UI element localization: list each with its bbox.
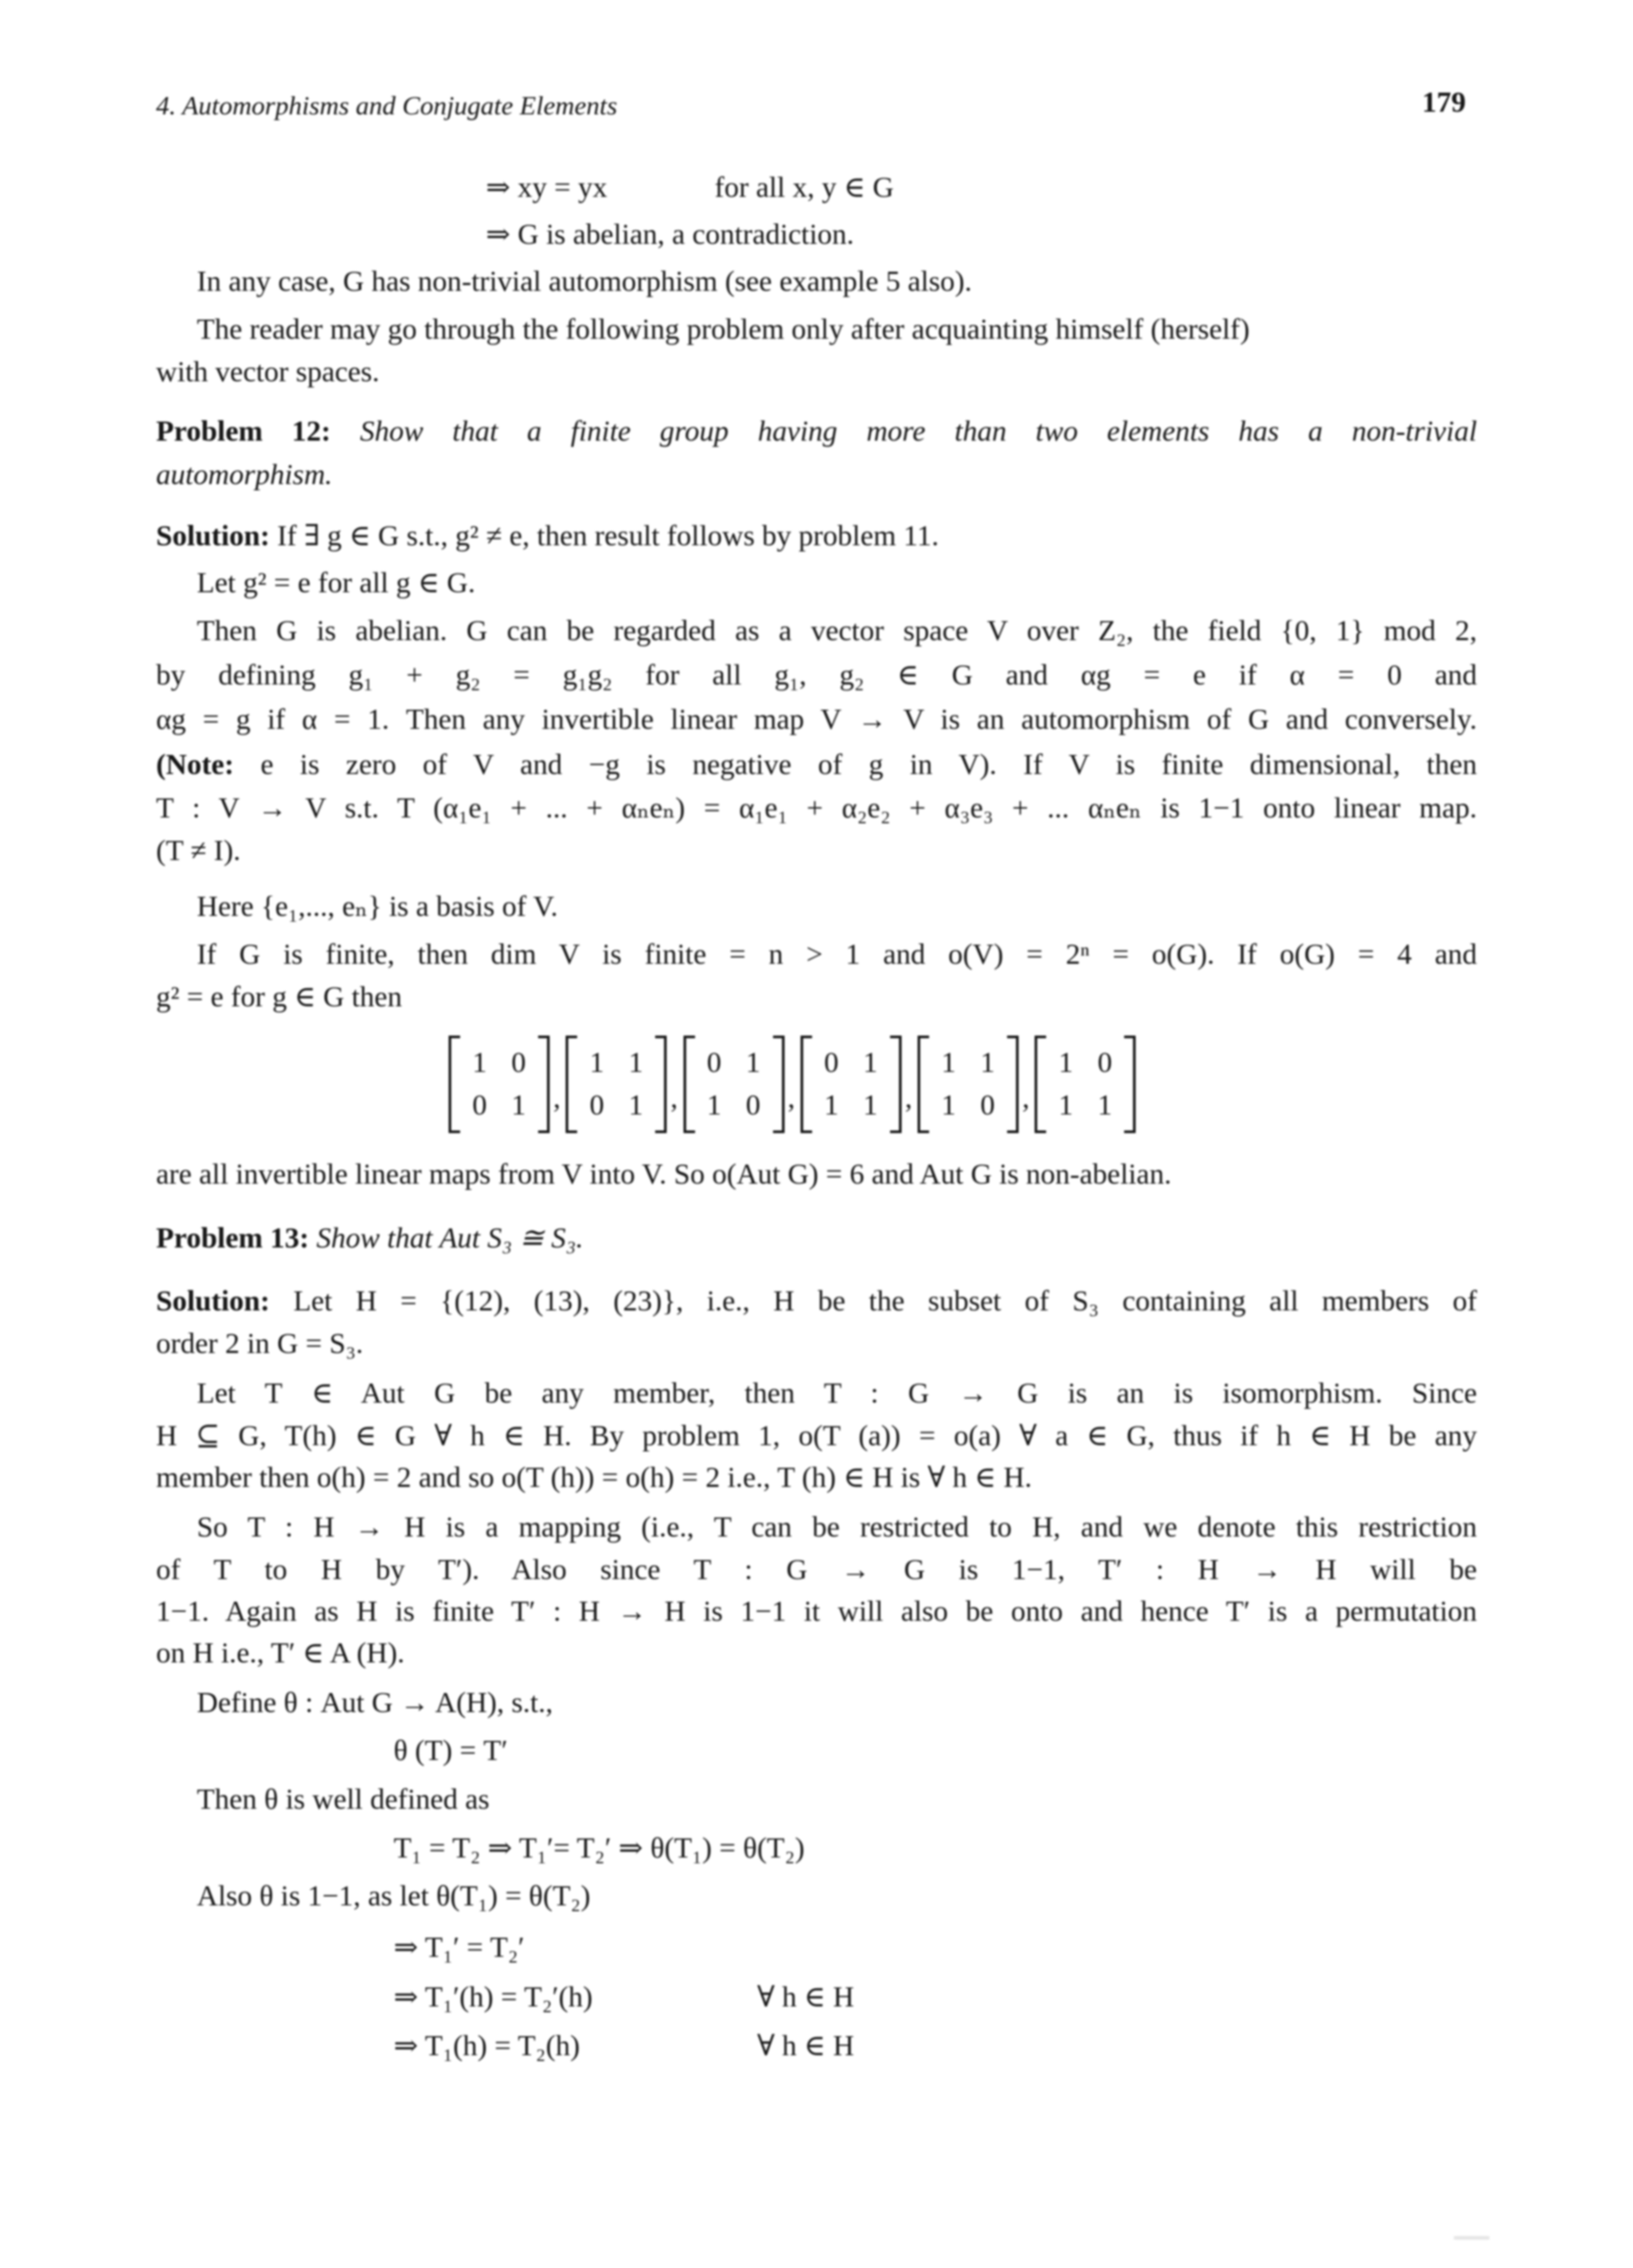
text-line: Then θ is well defined as [197,1784,490,1816]
problem-label: Problem 13: [156,1223,309,1255]
matrix-entry: 0 [980,1089,996,1122]
text-line: H ⊆ G, T(h) ∈ G ∀ h ∈ H. By problem 1, o(T (a)) = o(a) ∀ a ∈ G, thus if h ∈ H be any [156,1420,1477,1452]
text-line: 1−1. Again as H is finite T′ : H → H is 1−1 it will also be onto and hence T′ is a permutation [156,1596,1477,1628]
text-line: with vector spaces. [156,356,379,388]
matrix-entry: 0 [590,1089,605,1122]
matrix [449,1036,550,1133]
note-line [156,747,1477,783]
text-line: Let T ∈ Aut G be any member, then T : G → G is an is isomorphism. Since [197,1378,1477,1410]
matrix-entry: 1 [472,1046,488,1079]
text-line: (T ≠ I). [156,835,241,867]
text-line: The reader may go through the following problem only after acquainting himself (herself) [197,314,1250,346]
math-text: ⇒ T₁′(h) = T₂′(h) [394,1982,593,2014]
math-line [394,2029,1633,2064]
problem-label: Problem 12: [156,416,332,448]
math-condition: ∀ h ∈ H [757,1982,855,2014]
matrix-entry: 1 [707,1089,722,1122]
matrix-entry: 1 [824,1089,839,1122]
scan-mark [1454,2236,1489,2240]
problem-text: Show that Aut S₃ ≅ S₃. [316,1223,584,1255]
matrix-entry: 1 [1059,1089,1074,1122]
matrix [1035,1036,1136,1133]
text-line: So T : H → H is a mapping (i.e., T can be restricted to H, and we denote this restriction [197,1512,1477,1544]
solution-text: Let H = {(12), (13), (23)}, i.e., H be the subset of S₃ containing all members of [293,1286,1477,1318]
page-number: 179 [1422,87,1466,119]
problem-text-cont: automorphism. [156,459,332,491]
text-line: Then G is abelian. G can be regarded as a vector space V over Z₂, the field {0, 1} mod 2, [197,615,1477,647]
math-line: T₁ = T₂ ⇒ T₁′= T₂′ ⇒ θ(T₁) = θ(T₂) [394,1833,805,1865]
math-text: ⇒ xy = yx [486,172,608,204]
matrix-entry: 1 [1098,1089,1113,1122]
matrix-entry: 1 [629,1089,644,1122]
text-line: by defining g₁ + g₂ = g₁g₂ for all g₁, g₂ ∈ G and αg = e if α = 0 and [156,660,1477,692]
solution-12 [156,519,1477,554]
matrix-entry: 1 [863,1046,878,1079]
text-line: order 2 in G = S₃. [156,1328,363,1360]
matrix-entry: 0 [472,1089,488,1122]
matrix [918,1036,1019,1133]
text-line: T : V → V s.t. T (α₁e₁ + ... + αₙeₙ) = α₁e₁ + α₂e₂ + α₃e₃ + ... αₙeₙ is 1−1 onto linear map. [156,793,1477,825]
problem-12-statement [156,414,1477,450]
matrix-entry: 0 [1098,1046,1113,1079]
note-label: (Note: [156,749,234,781]
text-line: αg = g if α = 1. Then any invertible linear map V → V is an automorphism of G and conversely. [156,704,1477,736]
text-line: of T to H by T′). Also since T : G → G is 1−1, T′ : H → H will be [156,1554,1477,1586]
text-line: g² = e for g ∈ G then [156,981,402,1013]
solution-label: Solution: [156,1286,270,1318]
matrix-entry: 1 [629,1046,644,1079]
text-line: Here {e₁,..., eₙ} is a basis of V. [197,891,559,923]
solution-text: If ∃ g ∈ G s.t., g² ≠ e, then result follows by problem 11. [277,520,940,552]
matrix-entry: 1 [511,1089,527,1122]
matrix-entry: 1 [863,1089,878,1122]
matrix [684,1036,785,1133]
problem-13-statement [156,1221,1477,1256]
matrix-entry: 0 [824,1046,839,1079]
matrix-entry: 0 [511,1046,527,1079]
matrix-entry: 1 [941,1089,957,1122]
solution-13 [156,1284,1477,1319]
text-line: In any case, G has non-trivial automorphism (see example 5 also). [197,266,973,298]
math-condition: ∀ h ∈ H [757,2030,855,2062]
math-line [394,1980,1633,2015]
text-line: If G is finite, then dim V is finite = n > 1 and o(V) = 2ⁿ = o(G). If o(G) = 4 and [197,939,1477,971]
matrix-entry: 0 [707,1046,722,1079]
text-line: member then o(h) = 2 and so o(T (h)) = o(h) = 2 i.e., T (h) ∈ H is ∀ h ∈ H. [156,1462,1032,1494]
math-text: ⇒ T₁(h) = T₂(h) [394,2030,581,2062]
math-line: θ (T) = T′ [394,1735,508,1767]
text-line: Let g² = e for all g ∈ G. [197,567,476,599]
matrix-entry: 1 [590,1046,605,1079]
math-line [486,170,1633,206]
matrix [801,1036,902,1133]
text-line: on H i.e., T′ ∈ A (H). [156,1638,405,1670]
matrix-entry: 1 [746,1046,761,1079]
running-title: 4. Automorphisms and Conjugate Elements [156,91,618,121]
math-line: ⇒ T₁′ = T₂′ [394,1932,525,1964]
solution-label: Solution: [156,520,270,552]
text-line: Also θ is 1−1, as let θ(T₁) = θ(T₂) [197,1881,591,1912]
matrix [566,1036,667,1133]
note-text: e is zero of V and −g is negative of g in V). If V is finite dimensional, then [260,749,1477,781]
matrix-entry: 0 [746,1089,761,1122]
math-line: ⇒ G is abelian, a contradiction. [486,219,855,251]
matrix-list: 1 0 0 1 , 1 1 0 1 , 0 1 1 0 , 0 1 1 1 , 1 1 1 0 , 1 0 1 1 [449,1036,1136,1133]
text-line: Define θ : Aut G → A(H), s.t., [197,1687,553,1719]
matrix-entry: 1 [1059,1046,1074,1079]
math-condition: for all x, y ∈ G [715,172,895,204]
text-line: are all invertible linear maps from V into V. So o(Aut G) = 6 and Aut G is non-abelian. [156,1159,1172,1191]
matrix-entry: 1 [980,1046,996,1079]
matrix-entry: 1 [941,1046,957,1079]
problem-text: Show that a finite group having more than two elements has a non-trivial [359,416,1477,448]
